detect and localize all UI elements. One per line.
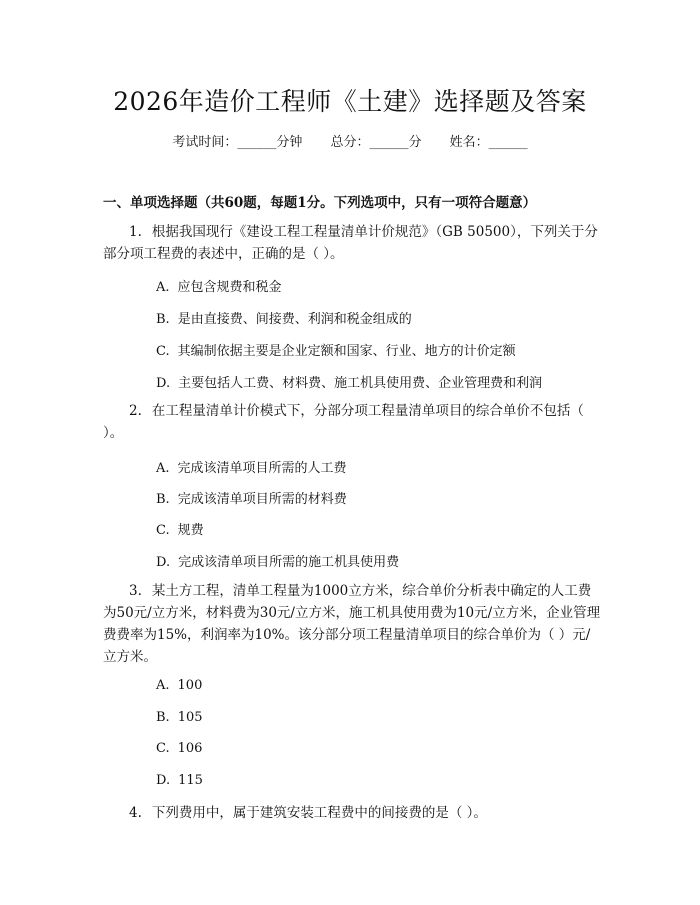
question-3-option-c: [156, 741, 202, 756]
option-letter: C.: [156, 741, 170, 756]
total-score-field: 总分：______分: [330, 135, 422, 150]
option-text: 115: [178, 773, 203, 788]
question-2-option-a: [156, 457, 347, 476]
question-2-stem: [103, 400, 601, 444]
question-number: 1.: [129, 224, 142, 240]
question-2-option-d: [156, 551, 399, 570]
option-text: 完成该清单项目所需的材料费: [177, 492, 347, 507]
exam-time-field: 考试时间：______分钟: [172, 135, 303, 150]
option-text: 100: [177, 678, 203, 693]
option-letter: C.: [156, 523, 170, 538]
question-number: 4.: [129, 805, 142, 821]
name-field: 姓名：______: [449, 135, 528, 150]
option-letter: A.: [156, 280, 170, 295]
option-text: 规费: [177, 523, 204, 538]
option-text: 完成该清单项目所需的施工机具使用费: [178, 555, 400, 570]
option-text: 106: [177, 741, 203, 756]
option-text: 是由直接费、间接费、利润和税金组成的: [177, 312, 412, 327]
option-letter: B.: [156, 312, 170, 327]
option-letter: D.: [156, 376, 171, 391]
exam-meta-line: [0, 131, 700, 150]
option-letter: C.: [156, 344, 170, 359]
question-4-stem: [103, 802, 601, 824]
document-title: 2026年造价工程师《土建》选择题及答案: [113, 87, 587, 116]
option-text: 应包含规费和税金: [177, 280, 282, 295]
question-1-stem: [103, 221, 601, 265]
question-text: 根据我国现行《建设工程工程量清单计价规范》（GB 50500），下列关于分部分项工程费的表述中，正确的是（ ）。: [103, 224, 598, 262]
option-letter: B.: [156, 710, 170, 725]
question-2-option-b: [156, 488, 347, 507]
section-heading: 一、单项选择题（共60题，每题1分。下列选项中，只有一项符合题意）: [103, 195, 537, 211]
question-text: 在工程量清单计价模式下，分部分项工程量清单项目的综合单价不包括（ ）。: [103, 403, 584, 441]
question-1-option-b: [156, 308, 412, 327]
question-3-option-d: [156, 773, 203, 788]
option-text: 105: [177, 710, 203, 725]
question-3-option-b: [156, 710, 203, 725]
option-letter: B.: [156, 492, 170, 507]
option-text: 其编制依据主要是企业定额和国家、行业、地方的计价定额: [177, 344, 516, 359]
option-text: 主要包括人工费、材料费、施工机具使用费、企业管理费和利润: [178, 376, 543, 391]
question-number: 2.: [129, 403, 142, 419]
question-1-option-d: [156, 372, 542, 391]
option-letter: A.: [156, 678, 170, 693]
question-text: 下列费用中，属于建筑安装工程费中的间接费的是（ ）。: [151, 805, 487, 821]
option-letter: D.: [156, 555, 171, 570]
option-letter: D.: [156, 773, 171, 788]
option-letter: A.: [156, 461, 170, 476]
question-number: 3.: [129, 583, 142, 599]
question-1-option-c: [156, 340, 516, 359]
question-3-stem: [103, 580, 601, 668]
question-3-option-a: [156, 678, 202, 693]
question-1-option-a: [156, 276, 282, 295]
question-text: 某土方工程，清单工程量为1000立方米，综合单价分析表中确定的人工费为50元/立方米，材料费为30元/立方米，施工机具使用费为10元/立方米，企业管理费费率为15%，利润率为10%。该分部分项工程量清单项目的综合单价为（ ）元/立方米。: [103, 583, 601, 665]
option-text: 完成该清单项目所需的人工费: [177, 461, 347, 476]
question-2-option-c: [156, 519, 204, 538]
